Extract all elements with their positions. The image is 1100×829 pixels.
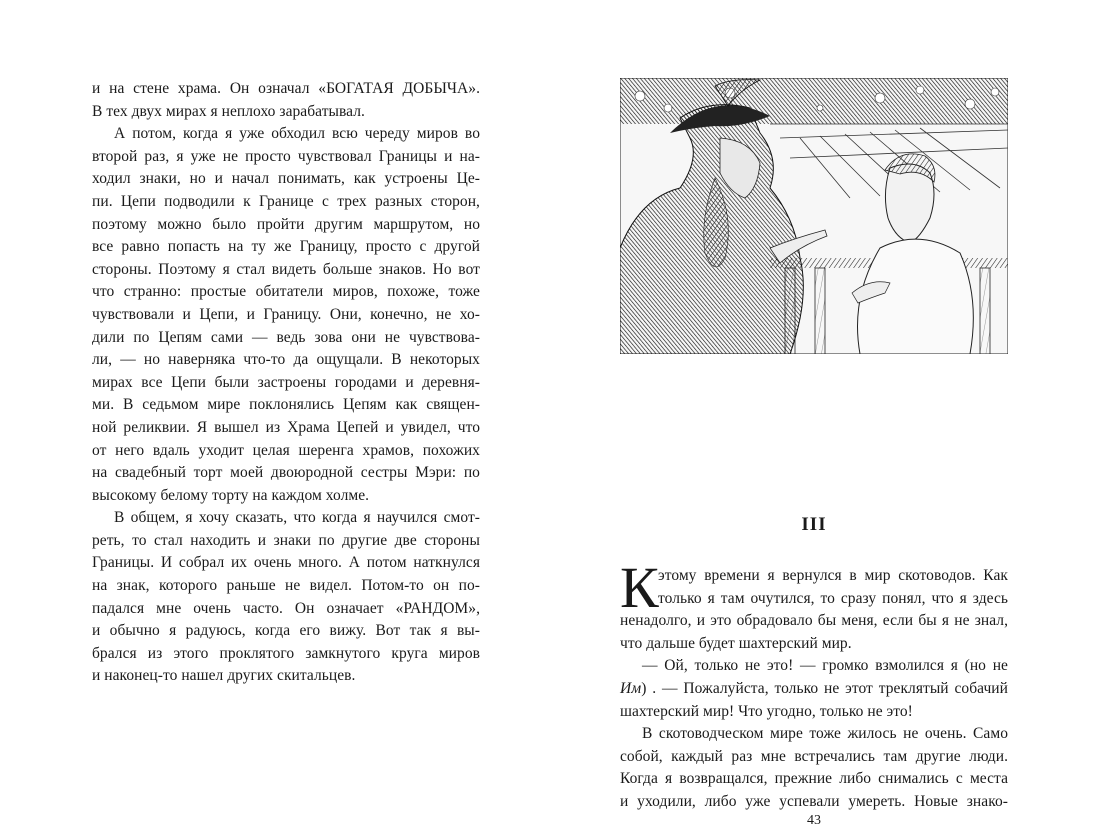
right-page-text-line: что дальше будет шахтерский мир.: [620, 634, 852, 652]
left-page-text-line: ли, — но наверняка что-то да ощущали. В некоторых: [92, 351, 480, 369]
right-page-text-line: собой, каждый раз мне встречались там другие люди.: [620, 747, 1008, 765]
left-page-text-line: и на стене храма. Он означал «БОГАТАЯ ДОБЫЧА».: [92, 80, 480, 97]
right-page-text-b: [620, 701, 1008, 814]
chapter-body: [620, 555, 1008, 814]
italic-word: Им: [620, 679, 642, 697]
left-page-text-line: ходил знаки, но и начал понимать, как устроены Це-: [92, 170, 480, 188]
italic-line-rest: ) . — Пожалуйста, только не этот треклятый собачий: [641, 679, 1008, 697]
left-page-text-line: все равно попасть на ту же Границу, просто с другой: [92, 238, 480, 256]
left-page-text-line: падался мне очень часто. Он означает «РАНДОМ»,: [92, 599, 480, 617]
left-page-text-line: от него вдаль уходит целая шеренга храмов, похожих: [92, 441, 480, 459]
left-page-text-line: ной реликвии. Я вышел из Храма Цепей и увидел, что: [92, 418, 480, 436]
left-page-text-line: дили по Цепям сами — ведь зова они не чувствова-: [92, 328, 480, 346]
right-page-text-line: и уходили, либо уже успевали умереть. Новые знако-: [620, 792, 1008, 810]
dropcap-line-1: этому времени я вернулся в мир скотоводов. Как: [658, 567, 1008, 584]
left-page-text-line: В тех двух мирах я неплохо зарабатывал.: [92, 102, 365, 120]
left-page-text-line: второй раз, я уже не просто чувствовал Границы и на-: [92, 147, 480, 165]
left-page: [92, 78, 480, 688]
right-page-text-line: Когда я возвращался, прежние либо снимались с места: [620, 770, 1008, 788]
left-page-text-line: поэтому можно было пройти другим маршрутом, но: [92, 215, 480, 233]
left-page-text-line: что странно: простые обитатели миров, похоже, тоже: [92, 283, 480, 301]
chapter-number: III: [801, 514, 827, 535]
left-page-text-line: пи. Цепи подводили к Границе с трех разных сторон,: [92, 192, 480, 210]
left-page-text-line: стороны. Поэтому я стал видеть больше знаков. Но вот: [92, 260, 480, 278]
right-page-text-line: ненадолго, и это обрадовало бы меня, если бы я не знал,: [620, 612, 1008, 630]
right-page: [620, 78, 1008, 828]
left-page-text-line: Границы. И собрал их очень много. А потом наткнулся: [92, 554, 480, 572]
page-number: 43: [807, 813, 821, 828]
italic-line: [620, 678, 1008, 701]
left-page-text-line: чувствовали и Цепи, и Границу. Они, конечно, не хо-: [92, 305, 480, 323]
left-page-text-line: реть, то стал находить и знаки по другие две стороны: [92, 531, 480, 549]
left-page-text: [92, 78, 480, 688]
left-page-text-line: В общем, я хочу сказать, что когда я научился смот-: [114, 509, 480, 527]
left-page-text-line: высокому белому торту на каждом холме.: [92, 486, 370, 504]
right-page-text-line: — Ой, только не это! — громко взмолился я (но не: [642, 657, 1008, 675]
dropcap-line-2: только я там очутился, то сразу понял, что я здесь: [658, 589, 1008, 607]
left-page-text-line: мирах все Цепи были застроены городами и деревня-: [92, 373, 480, 391]
left-page-text-line: на знак, которого раньше не видел. Потом-то он по-: [92, 577, 480, 595]
right-page-text-line: В скотоводческом мире тоже жилось не очень. Само: [642, 725, 1008, 743]
left-page-text-line: и наконец-то нашел других скитальцев.: [92, 667, 356, 685]
left-page-text-line: брался из этого проклятого замкнутого круга миров: [92, 644, 480, 662]
right-page-text-a: [620, 610, 1008, 678]
left-page-text-line: на свадебный торт моей двоюродной сестры Мэри: по: [92, 464, 480, 482]
dropcap-letter: К: [620, 555, 659, 620]
left-page-text-line: и обычно я радуюсь, когда его вижу. Вот так я вы-: [92, 622, 480, 640]
right-page-text-line: шахтерский мир! Что угодно, только не это!: [620, 702, 913, 720]
left-page-text-line: ми. В седьмом мире поклонялись Цепям как священ-: [92, 396, 480, 414]
pirate-and-boy-illustration: [620, 78, 1008, 354]
left-page-text-line: А потом, когда я уже обходил всю череду миров во: [114, 125, 480, 143]
